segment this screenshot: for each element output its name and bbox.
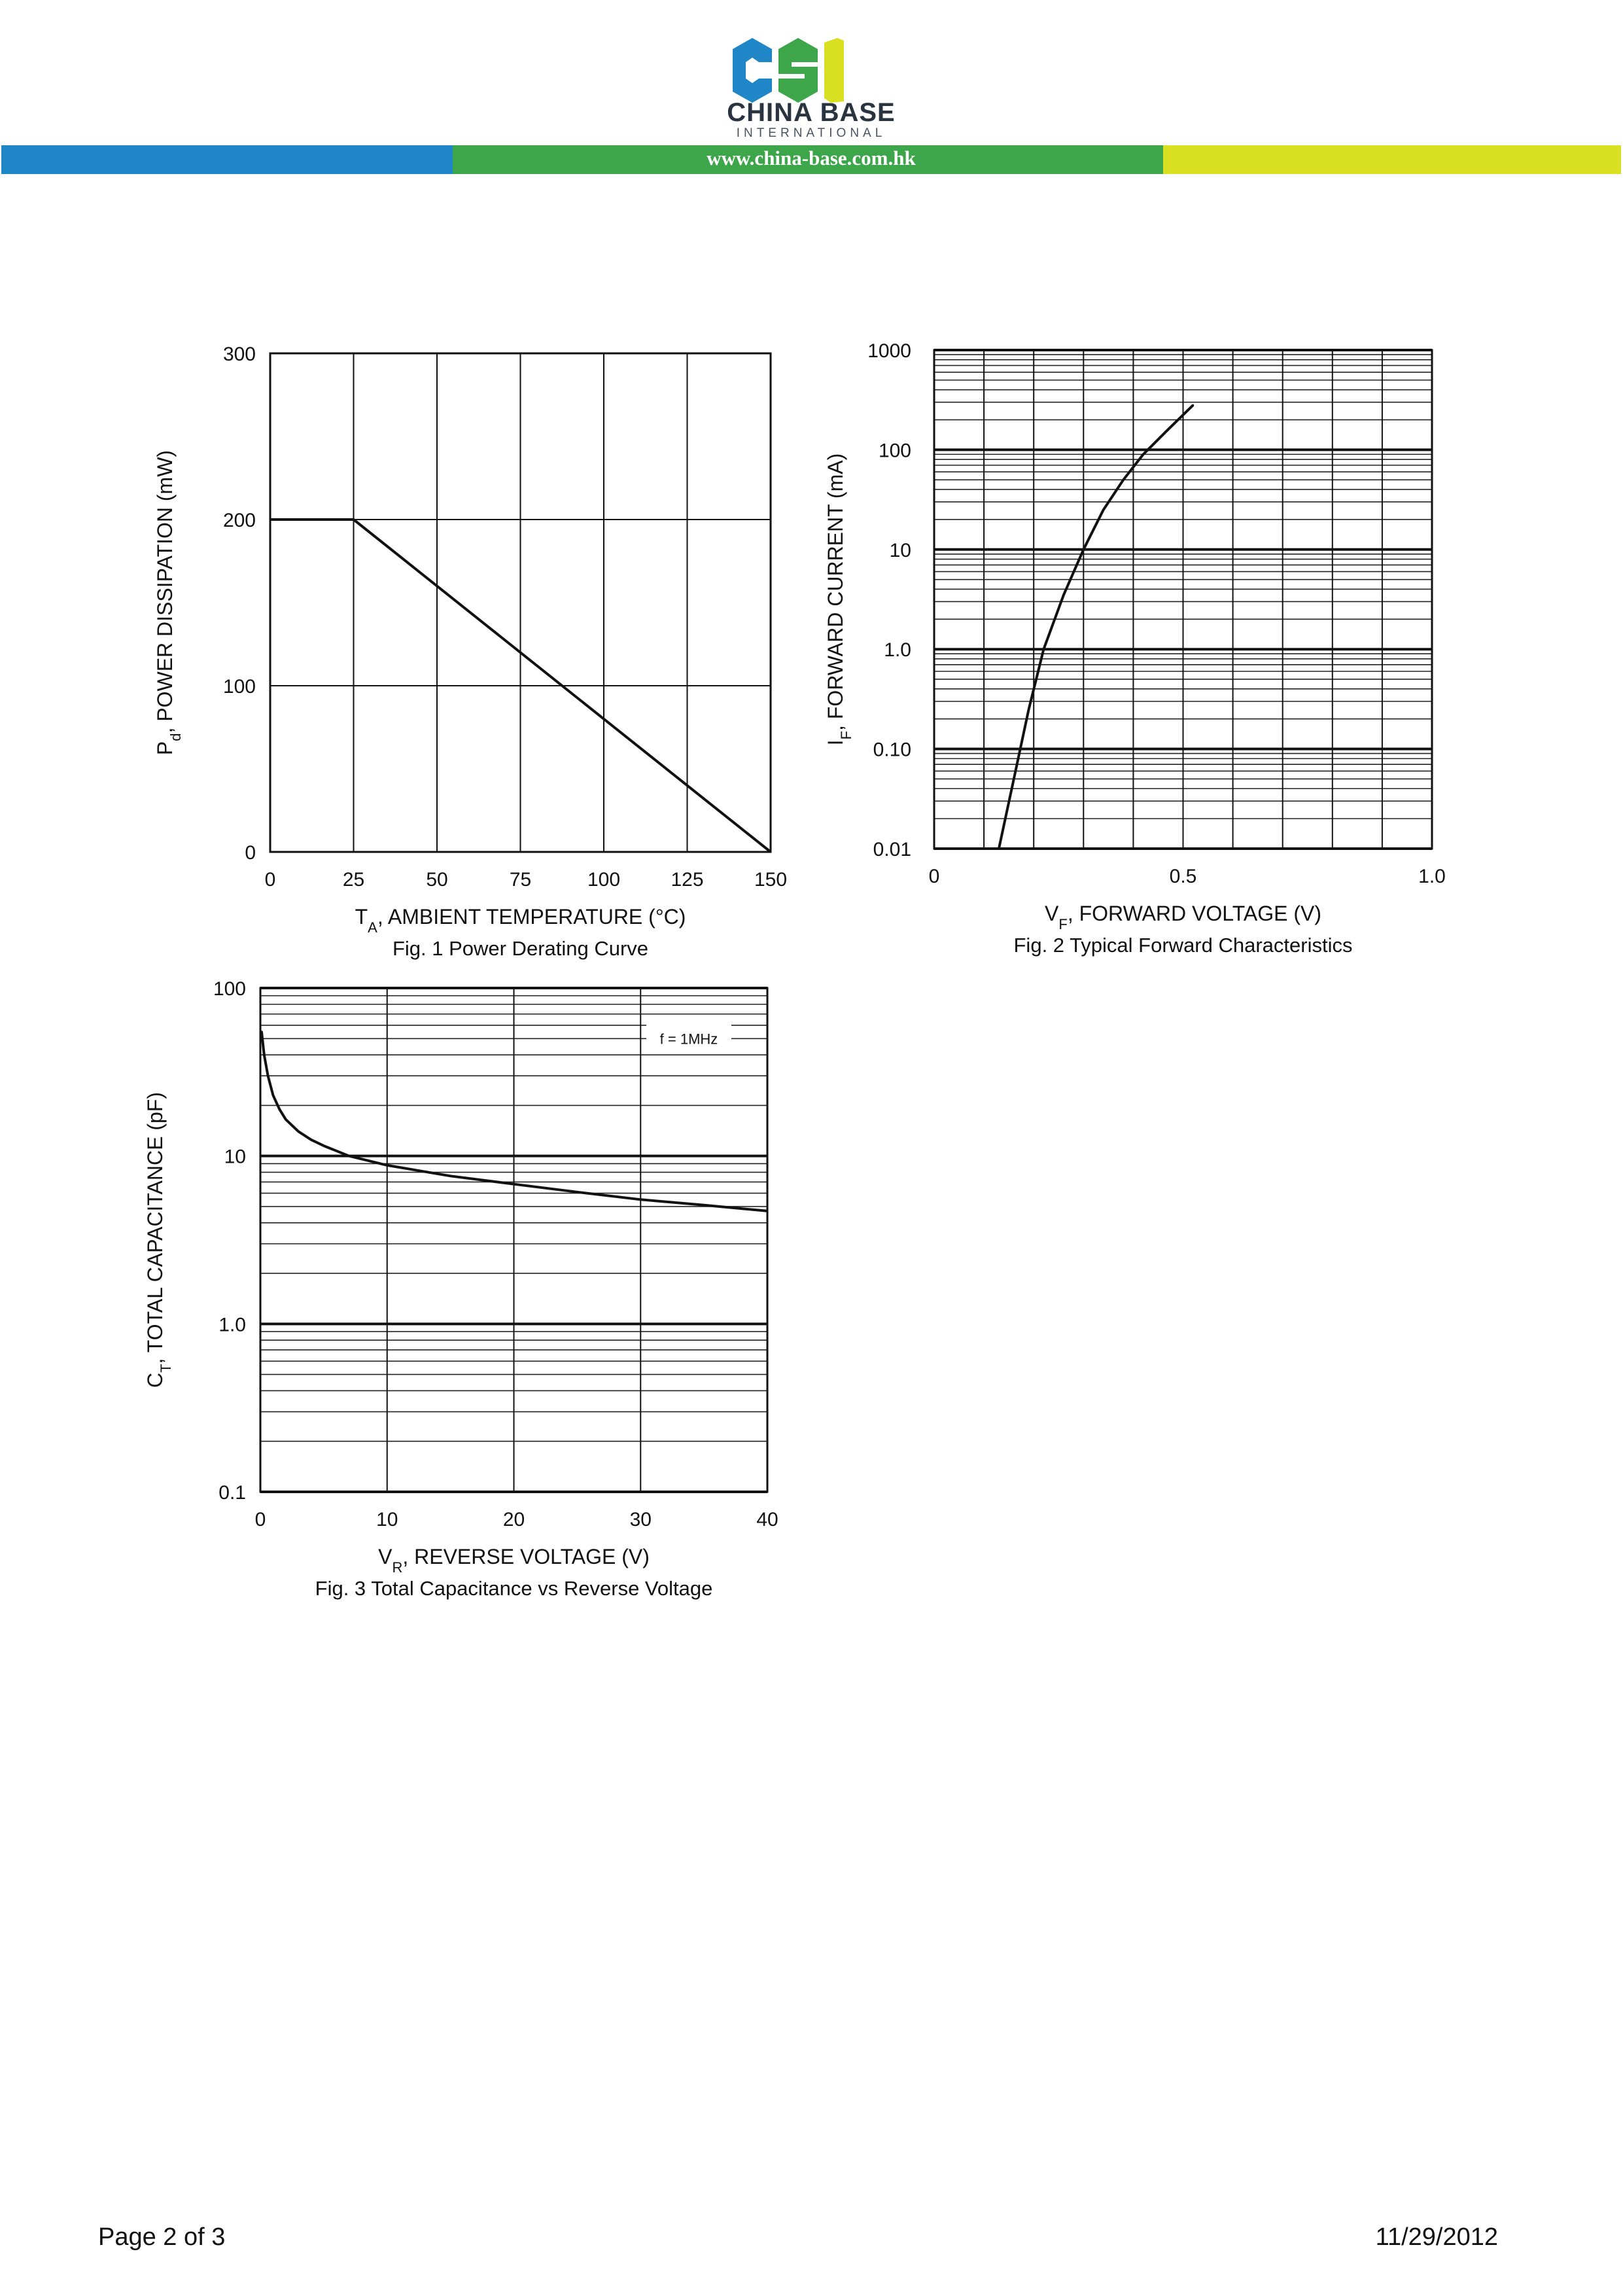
y-tick-label: 1.0 — [884, 639, 911, 662]
brand-subtitle: INTERNATIONAL — [736, 126, 886, 140]
data-point — [386, 1164, 388, 1166]
y-tick-label: 0 — [245, 842, 256, 864]
data-point — [279, 1108, 281, 1110]
y-tick-label: 0.1 — [218, 1482, 246, 1504]
data-point — [272, 1094, 274, 1096]
data-point — [263, 1054, 265, 1056]
x-tick-label: 150 — [754, 869, 788, 891]
data-point — [323, 1145, 324, 1147]
chart-2 — [824, 340, 1446, 957]
x-tick-label: 0 — [928, 866, 940, 887]
x-tick-label: 0.5 — [1169, 866, 1197, 887]
x-tick-label: 100 — [587, 869, 621, 891]
data-point — [770, 851, 772, 853]
data-point — [513, 1183, 515, 1185]
data-point — [298, 1131, 300, 1133]
y-tick-label: 100 — [878, 440, 911, 462]
data-point — [1028, 708, 1030, 710]
x-tick-label: 25 — [342, 869, 365, 891]
data-point — [270, 519, 271, 521]
chart-title: Fig. 2 Typical Forward Characteristics — [1013, 934, 1353, 957]
x-tick-label: 40 — [756, 1509, 778, 1530]
data-point — [767, 1210, 769, 1212]
footer-date: 11/29/2012 — [1375, 2223, 1498, 2251]
brand-name: CHINA BASE — [727, 98, 896, 127]
data-point — [1083, 548, 1085, 550]
y-tick-label: 100 — [222, 676, 256, 698]
y-tick-label: 1000 — [867, 340, 911, 362]
data-point — [998, 848, 1000, 850]
annotation-text: f = 1MHz — [659, 1031, 718, 1048]
data-point — [1043, 648, 1045, 650]
x-tick-label: 50 — [426, 869, 448, 891]
y-axis-label: $C_T$, TOTAL CAPACITANCE (pF) — [143, 1091, 174, 1388]
y-tick-label: 0.10 — [873, 739, 911, 761]
data-point — [1102, 509, 1104, 511]
x-axis-label: $V_R$, REVERSE VOLTAGE (V) — [378, 1545, 650, 1576]
x-tick-label: 1.0 — [1418, 866, 1446, 887]
website-link[interactable]: www.china-base.com.hk — [707, 147, 916, 169]
x-tick-label: 0 — [264, 869, 276, 891]
y-axis-label: $P_d$, POWER DISSIPATION (mW) — [153, 450, 184, 756]
y-tick-label: 100 — [213, 978, 246, 1000]
data-point — [640, 1199, 642, 1201]
data-point — [1062, 594, 1064, 596]
data-point — [348, 1155, 350, 1157]
data-point — [449, 1175, 451, 1177]
chart-1 — [153, 344, 787, 960]
data-point — [576, 1191, 578, 1193]
y-tick-label: 300 — [222, 344, 256, 365]
chart-title: Fig. 3 Total Capacitance vs Reverse Voltage — [315, 1577, 713, 1600]
data-point — [703, 1204, 705, 1206]
data-point — [1013, 778, 1015, 780]
data-point — [1167, 429, 1169, 431]
y-tick-label: 10 — [224, 1146, 246, 1168]
x-axis-label: $T_A$, AMBIENT TEMPERATURE (°C) — [355, 905, 686, 936]
x-tick-label: 125 — [671, 869, 704, 891]
data-point — [1142, 453, 1144, 455]
chart-title: Fig. 1 Power Derating Curve — [392, 937, 649, 960]
data-point — [353, 519, 355, 521]
chart-3 — [143, 978, 778, 1600]
data-point — [267, 1075, 269, 1077]
x-axis-label: $V_F$, FORWARD VOLTAGE (V) — [1045, 902, 1321, 932]
x-tick-label: 10 — [376, 1509, 398, 1530]
x-tick-label: 20 — [502, 1509, 525, 1530]
y-axis-label: $I_F$, FORWARD CURRENT (mA) — [824, 453, 854, 746]
y-tick-label: 10 — [889, 539, 911, 561]
data-point — [310, 1139, 312, 1140]
x-tick-label: 30 — [629, 1509, 652, 1530]
data-point — [1123, 479, 1125, 481]
x-tick-label: 75 — [509, 869, 532, 891]
data-point — [260, 1031, 262, 1033]
data-point — [1192, 404, 1194, 406]
y-tick-label: 200 — [222, 510, 256, 531]
y-tick-label: 0.01 — [873, 839, 911, 860]
x-tick-label: 0 — [254, 1509, 266, 1530]
page-number: Page 2 of 3 — [98, 2223, 226, 2251]
y-tick-label: 1.0 — [218, 1314, 246, 1336]
data-point — [285, 1118, 287, 1120]
